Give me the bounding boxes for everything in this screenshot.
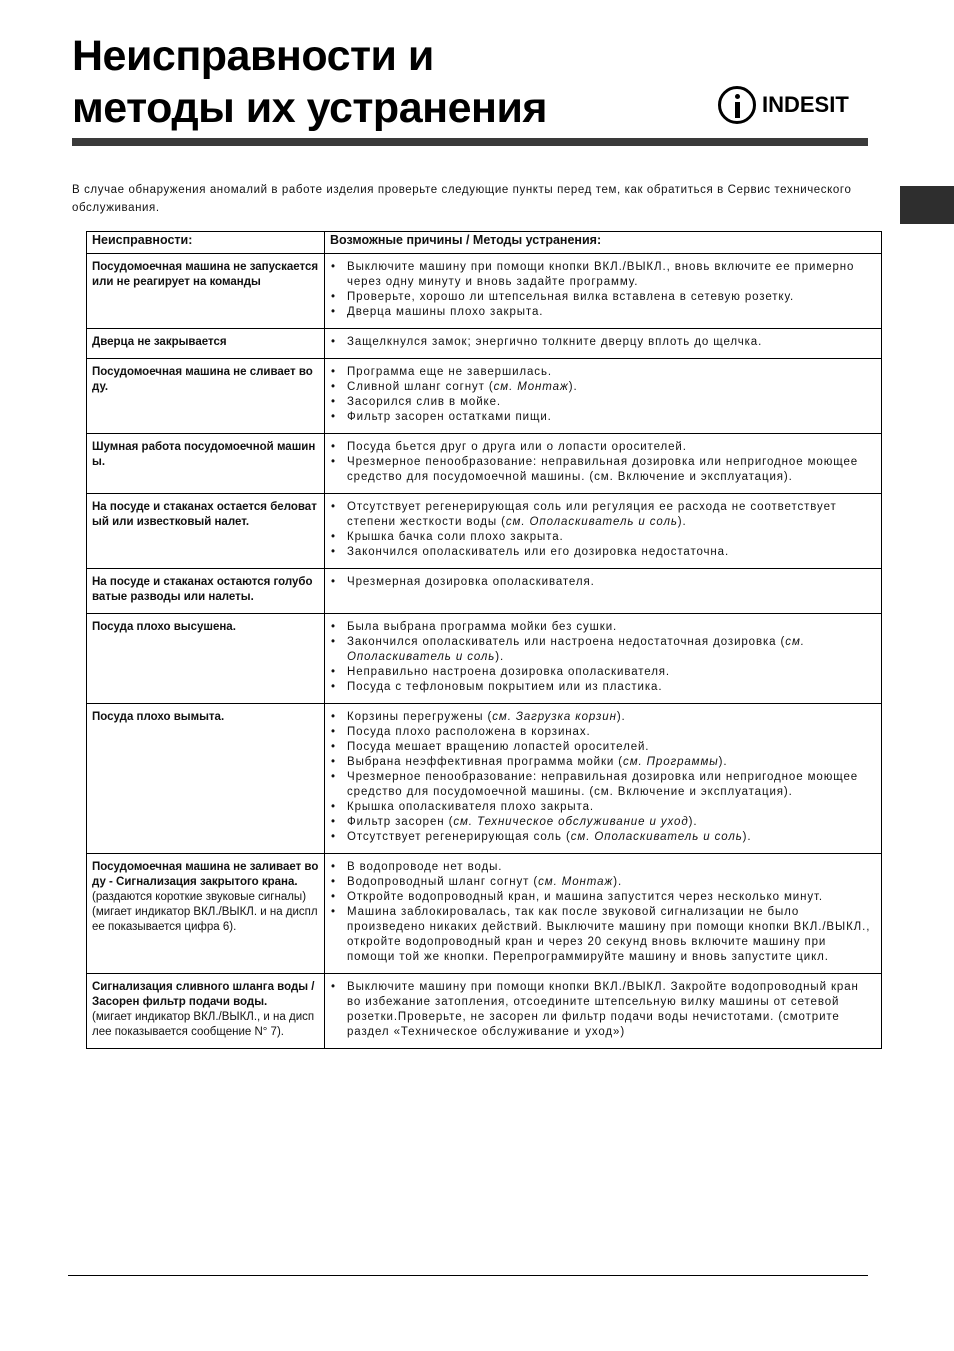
column-header-causes: Возможные причины / Методы устранения: xyxy=(325,232,882,254)
causes-cell xyxy=(325,854,882,974)
cause-list xyxy=(330,620,876,695)
cause-item: • Машина заблокировалась, так как после звуковой сигнализации не было произведено никаких действий. Выключите машину при помощи кнопки ВКЛ./ВЫКЛ., откройте водопроводный кран и через 20 секунд вновь включите машину при помощи той же кнопки. Перепрограммируйте машину и вновь запустите цикл. xyxy=(330,905,876,965)
cause-item: • Посуда мешает вращению лопастей оросителей. xyxy=(330,740,876,755)
footer-rule xyxy=(68,1275,868,1276)
cause-item: • Водопроводный шланг согнут (см. Монтаж). xyxy=(330,875,876,890)
cause-list xyxy=(330,440,876,485)
cause-item: • Была выбрана программа мойки без сушки. xyxy=(330,620,876,635)
fault-cell xyxy=(87,359,325,434)
info-i-icon xyxy=(718,86,756,124)
page-title-line-2: методы их устранения xyxy=(72,84,547,132)
cause-list xyxy=(330,335,876,350)
cause-item: • Проверьте, хорошо ли штепсельная вилка вставлена в сетевую розетку. xyxy=(330,290,876,305)
cause-item: • Закончился ополаскиватель или его дозировка недостаточна. xyxy=(330,545,876,560)
table-row xyxy=(87,569,882,614)
column-header-faults: Неисправности: xyxy=(87,232,325,254)
page-title-line-1: Неисправности и xyxy=(72,32,434,80)
cause-item: • Фильтр засорен остатками пищи. xyxy=(330,410,876,425)
cause-list xyxy=(330,860,876,965)
brand-logo xyxy=(718,84,870,126)
fault-cell xyxy=(87,704,325,854)
fault-title: Посуда плохо вымыта. xyxy=(92,711,225,723)
cause-item: • Фильтр засорен (см. Техническое обслуживание и уход). xyxy=(330,815,876,830)
table-row xyxy=(87,329,882,359)
cause-item: • Дверца машины плохо закрыта. xyxy=(330,305,876,320)
cause-item: • Сливной шланг согнут (см. Монтаж). xyxy=(330,380,876,395)
causes-cell xyxy=(325,254,882,329)
table-row xyxy=(87,974,882,1049)
page-title xyxy=(72,30,547,134)
intro-text: В случае обнаружения аномалий в работе изделия проверьте следующие пункты перед тем, как обратиться в Сервис технического обслуживания. xyxy=(72,184,852,214)
fault-title: На посуде и стаканах остается беловатый или известковый налет. xyxy=(92,501,317,528)
fault-title: Посудомоечная машина не запускается или не реагирует на команды xyxy=(92,261,319,288)
table-row xyxy=(87,434,882,494)
fault-note: (раздаются короткие звуковые сигналы) xyxy=(92,891,307,903)
cause-item: • Посуда с тефлоновым покрытием или из пластика. xyxy=(330,680,876,695)
fault-title: Посудомоечная машина не заливает воду - Сигнализация закрытого крана. xyxy=(92,861,319,888)
cause-list xyxy=(330,365,876,425)
causes-cell xyxy=(325,614,882,704)
cause-item: • Крышка бачка соли плохо закрыта. xyxy=(330,530,876,545)
table-row xyxy=(87,704,882,854)
table-body xyxy=(87,254,882,1049)
fault-title: Сигнализация сливного шланга воды / Засорен фильтр подачи воды. xyxy=(92,981,315,1008)
fault-title: Посуда плохо высушена. xyxy=(92,621,236,633)
causes-cell xyxy=(325,974,882,1049)
cause-item: • Выключите машину при помощи кнопки ВКЛ./ВЫКЛ. Закройте водопроводный кран во избежание затопления, отсоедините штепсельную вилку машины от сетевой розетки.Проверьте, не засорен ли фильтр подачи воды нечистотами. (смотрите раздел «Техническое обслуживание и уход») xyxy=(330,980,876,1040)
cause-item: • Защелкнулся замок; энергично толкните дверцу вплоть до щелчка. xyxy=(330,335,876,350)
cause-item: • Программа еще не завершилась. xyxy=(330,365,876,380)
cause-item: • Чрезмерное пенообразование: неправильная дозировка или непригодное моющее средство для посудомоечной машины. (см. Включение и эксплуатация). xyxy=(330,455,876,485)
cause-list xyxy=(330,980,876,1040)
cause-list xyxy=(330,710,876,845)
section-tab-marker xyxy=(900,186,954,224)
cause-item: • Закончился ополаскиватель или настроена недостаточная дозировка (см. Ополаскиватель и соль). xyxy=(330,635,876,665)
cause-list xyxy=(330,575,876,590)
brand-name: INDESIT xyxy=(762,92,849,117)
table-row xyxy=(87,494,882,569)
fault-cell xyxy=(87,569,325,614)
cause-item: • Отсутствует регенерирующая соль или регуляция ее расхода не соответствует степени жесткости воды (см. Ополаскиватель и соль). xyxy=(330,500,876,530)
causes-cell xyxy=(325,569,882,614)
cause-item: • Засорился слив в мойке. xyxy=(330,395,876,410)
causes-cell xyxy=(325,704,882,854)
cause-item: • Чрезмерное пенообразование: неправильная дозировка или непригодное моющее средство для посудомоечной машины. (см. Включение и эксплуатация). xyxy=(330,770,876,800)
cause-item: • Откройте водопроводный кран, и машина запустится через несколько минут. xyxy=(330,890,876,905)
causes-cell xyxy=(325,329,882,359)
fault-cell xyxy=(87,329,325,359)
cause-item: • Выключите машину при помощи кнопки ВКЛ./ВЫКЛ., вновь включите ее примерно через одну минуту и вновь задайте программу. xyxy=(330,260,876,290)
table-row xyxy=(87,359,882,434)
cause-item: • Крышка ополаскивателя плохо закрыта. xyxy=(330,800,876,815)
cause-item: • В водопроводе нет воды. xyxy=(330,860,876,875)
fault-cell xyxy=(87,974,325,1049)
fault-cell xyxy=(87,434,325,494)
fault-title: На посуде и стаканах остаются голубоватые разводы или налеты. xyxy=(92,576,313,603)
cause-list xyxy=(330,260,876,320)
header-rule xyxy=(72,138,868,146)
causes-cell xyxy=(325,494,882,569)
troubleshooting-table xyxy=(86,231,882,1049)
fault-title: Шумная работа посудомоечной машины. xyxy=(92,441,316,468)
table-row xyxy=(87,854,882,974)
causes-cell xyxy=(325,434,882,494)
fault-cell xyxy=(87,854,325,974)
table-row xyxy=(87,614,882,704)
fault-note: (мигает индикатор ВКЛ./ВЫКЛ., и на дисплее показывается сообщение N° 7). xyxy=(92,1011,315,1038)
causes-cell xyxy=(325,359,882,434)
cause-item: • Посуда бьется друг о друга или о лопасти оросителей. xyxy=(330,440,876,455)
cause-item: • Выбрана неэффективная программа мойки (см. Программы). xyxy=(330,755,876,770)
table-header-row xyxy=(87,232,882,254)
cause-item: • Неправильно настроена дозировка ополаскивателя. xyxy=(330,665,876,680)
table-row xyxy=(87,254,882,329)
cause-item: • Посуда плохо расположена в корзинах. xyxy=(330,725,876,740)
fault-cell xyxy=(87,254,325,329)
fault-cell xyxy=(87,614,325,704)
fault-title: Посудомоечная машина не сливает воду. xyxy=(92,366,313,393)
cause-list xyxy=(330,500,876,560)
fault-cell xyxy=(87,494,325,569)
cause-item: • Отсутствует регенерирующая соль (см. Ополаскиватель и соль). xyxy=(330,830,876,845)
fault-note: (мигает индикатор ВКЛ./ВЫКЛ. и на дисплее показывается цифра 6). xyxy=(92,906,318,933)
fault-title: Дверца не закрывается xyxy=(92,336,227,348)
cause-item: • Чрезмерная дозировка ополаскивателя. xyxy=(330,575,876,590)
cause-item: • Корзины перегружены (см. Загрузка корзин). xyxy=(330,710,876,725)
